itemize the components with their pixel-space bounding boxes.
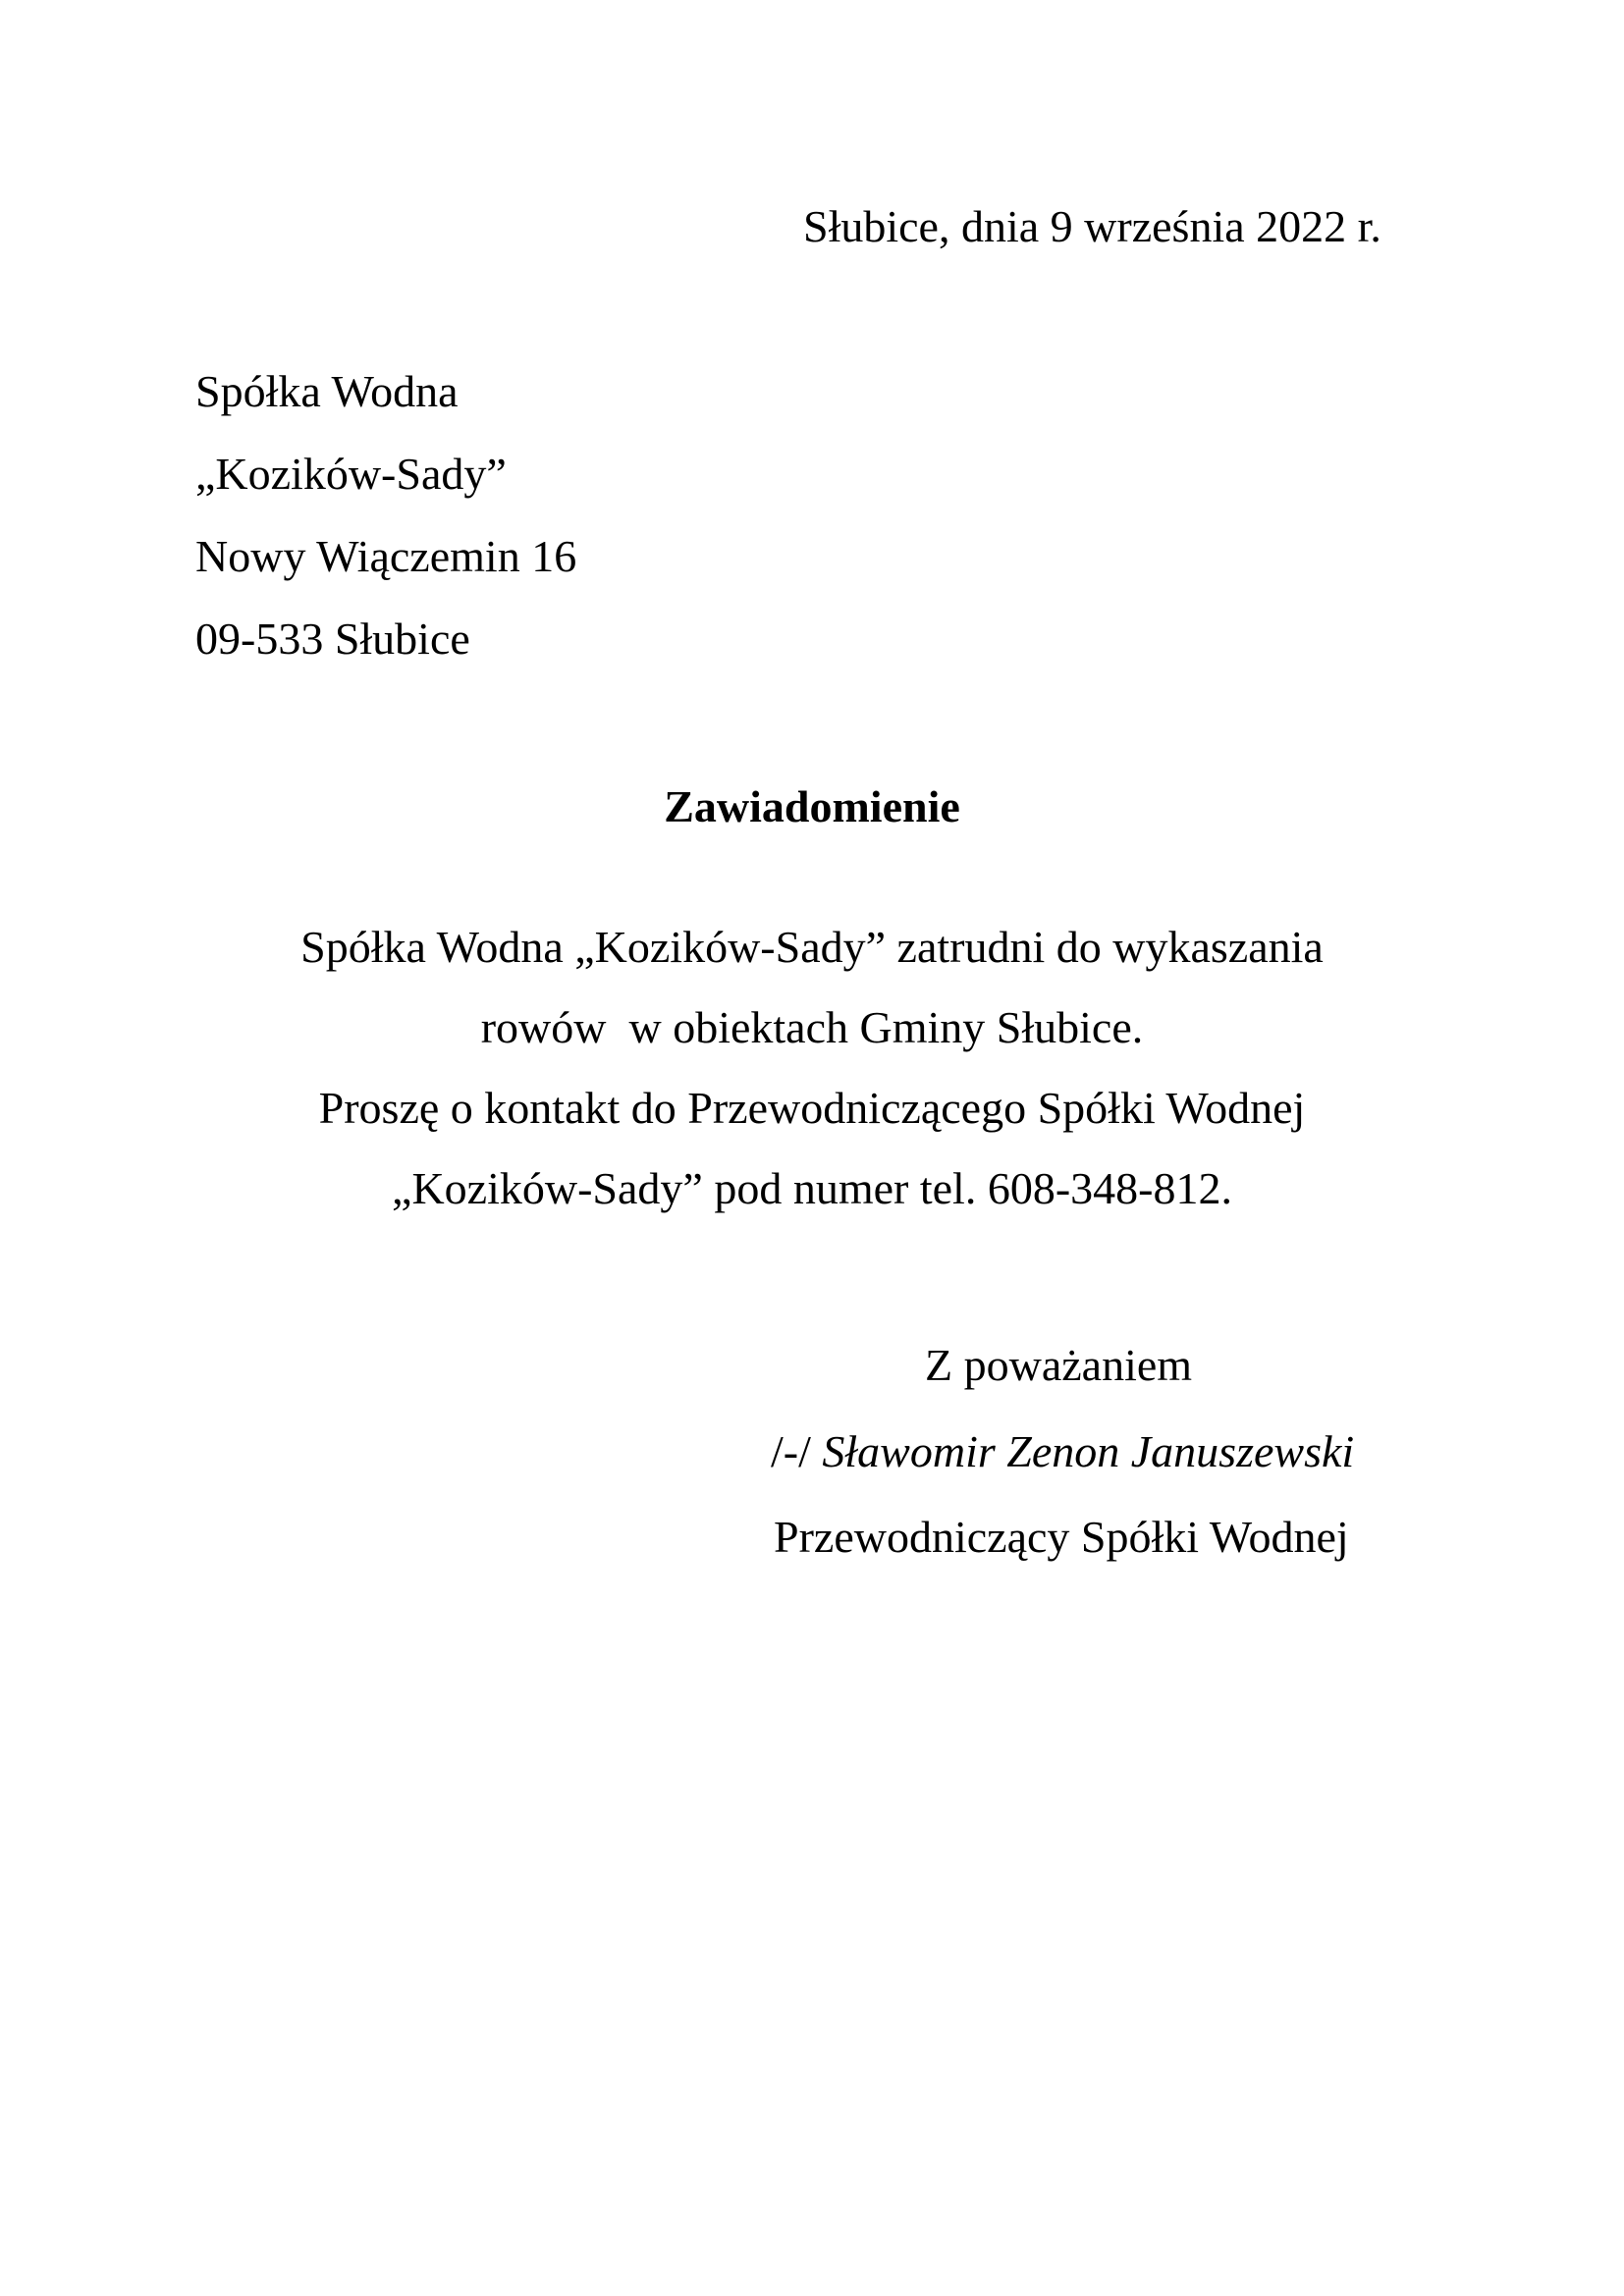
body-line: Spółka Wodna „Kozików-Sady” zatrudni do wykaszania bbox=[300, 922, 1324, 972]
signature-prefix: /-/ bbox=[771, 1426, 823, 1476]
recipient-line: 09-533 Słubice bbox=[195, 614, 470, 664]
document-title: Zawiadomienie bbox=[664, 781, 960, 831]
recipient-line: „Kozików-Sady” bbox=[195, 449, 507, 499]
notice-body bbox=[0, 918, 1624, 1240]
recipient-address bbox=[195, 359, 576, 689]
closing-phrase: Z poważaniem bbox=[925, 1340, 1193, 1390]
place-and-date: Słubice, dnia 9 września 2022 r. bbox=[803, 201, 1381, 251]
signer-role: Przewodniczący Spółki Wodnej bbox=[774, 1512, 1349, 1562]
signature bbox=[771, 1419, 1354, 1484]
recipient-line: Nowy Wiączemin 16 bbox=[195, 531, 577, 581]
body-line: „Kozików-Sady” pod numer tel. 608-348-812. bbox=[392, 1163, 1232, 1213]
body-line: Proszę o kontakt do Przewodniczącego Spółki Wodnej bbox=[318, 1083, 1306, 1133]
signature-name: Sławomir Zenon Januszewski bbox=[822, 1426, 1355, 1476]
recipient-line: Spółka Wodna bbox=[195, 366, 459, 416]
body-line: rowów w obiektach Gminy Słubice. bbox=[480, 1002, 1144, 1052]
